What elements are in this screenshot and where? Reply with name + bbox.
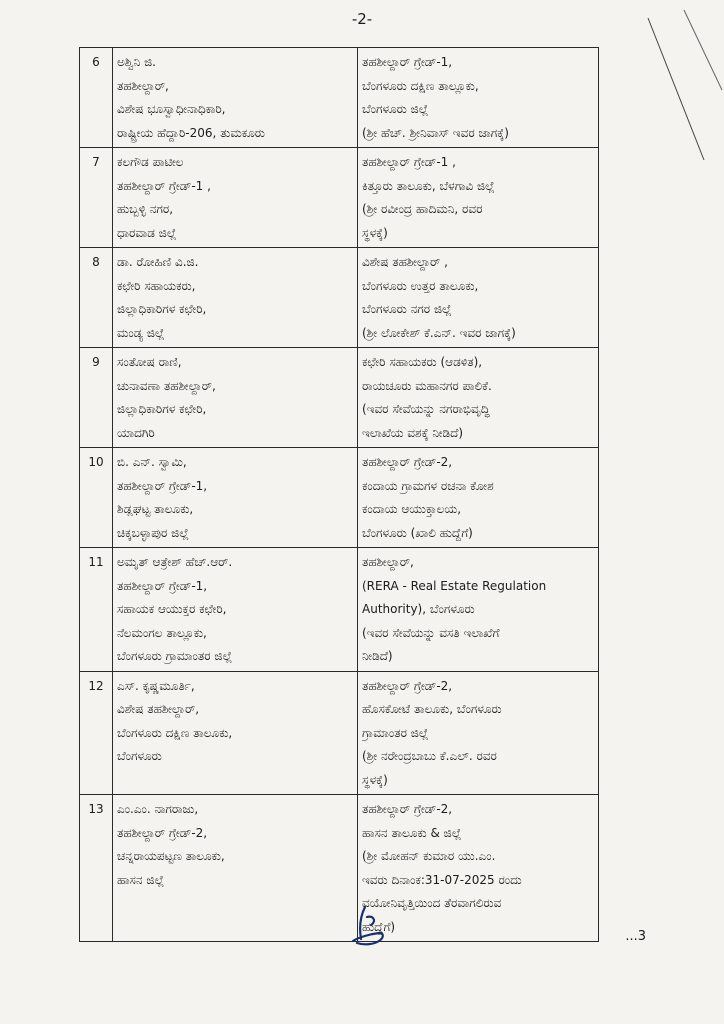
new-posting-line: (ಶ್ರೀ ಮೋಹನ್ ಕುಮಾರ ಯು.ಎಂ. — [362, 849, 496, 863]
current-posting-cell — [113, 348, 358, 448]
current-posting-line: ಕಛೇರಿ ಸಹಾಯಕರು, — [117, 278, 196, 293]
new-posting-line: ಕಂದಾಯ ಗ್ರಾಮಗಳ ರಚನಾ ಕೋಶ — [362, 478, 494, 493]
new-posting-line: ಬೆಂಗಳೂರು ಜಿಲ್ಲೆ — [362, 102, 429, 116]
new-posting-cell — [358, 148, 599, 248]
new-posting-line: ತಹಶೀಲ್ದಾರ್, — [362, 555, 414, 569]
current-posting-line: ತಹಶೀಲ್ದಾರ್ ಗ್ರೇಡ್-1 , — [117, 178, 211, 193]
new-posting-line: ಹಾಸನ ತಾಲೂಕು & ಜಿಲ್ಲೆ — [362, 825, 462, 840]
current-posting-line: ಸಹಾಯಕ ಆಯುಕ್ತರ ಕಛೇರಿ, — [117, 602, 227, 616]
serial-number: 12 — [80, 671, 113, 795]
current-posting-cell — [113, 248, 358, 348]
table-row — [80, 348, 599, 448]
new-posting-line: ತಹಶೀಲ್ದಾರ್ ಗ್ರೇಡ್-1, — [362, 55, 453, 69]
new-posting-line: ಬೆಂಗಳೂರು ಉತ್ತರ ತಾಲೂಕು, — [362, 278, 479, 293]
new-posting-line: ಇವರು ದಿನಾಂಕ:31-07-2025 ರಂದು — [362, 872, 522, 887]
new-posting-line: ಬೆಂಗಳೂರು (ಖಾಲಿ ಹುದ್ದೆಗೆ) — [362, 525, 473, 540]
current-posting-line: ತಹಶೀಲ್ದಾರ್ ಗ್ರೇಡ್-1, — [117, 478, 208, 493]
new-posting-line: ಸ್ಥಳಕ್ಕೆ) — [362, 225, 388, 240]
current-posting-line: ಮಂಡ್ಯ ಜಿಲ್ಲೆ — [117, 325, 165, 340]
current-posting-line: ಶಿಡ್ಲಘಟ್ಟ ತಾಲೂಕು, — [117, 502, 194, 516]
new-posting-line: (ಶ್ರೀ ನರೇಂದ್ರಬಾಬು ಕೆ.ಎಲ್. ರವರ — [362, 749, 497, 763]
table-row — [80, 671, 599, 795]
current-posting-line: ಎಂ.ಎಂ. ನಾಗರಾಜು, — [117, 802, 199, 816]
table-row — [80, 795, 599, 942]
new-posting-line: ವಿಶೇಷ ತಹಶೀಲ್ದಾರ್ , — [362, 255, 448, 269]
current-posting-line: ಚನ್ನರಾಯಪಟ್ಟಣ ತಾಲೂಕು, — [117, 849, 225, 863]
new-posting-line: (ಇವರ ಸೇವೆಯನ್ನು ವಸತಿ ಇಲಾಖೆಗೆ — [362, 625, 500, 640]
current-posting-line: ಅಶ್ವಿನಿ ಜಿ. — [117, 55, 156, 69]
new-posting-line: ತಹಶೀಲ್ದಾರ್ ಗ್ರೇಡ್-2, — [362, 455, 453, 469]
current-posting-line: ಅಮೃತ್ ಆತ್ರೇಶ್ ಹೆಚ್.ಆರ್. — [117, 555, 233, 569]
table-row — [80, 48, 599, 148]
current-posting-cell — [113, 48, 358, 148]
serial-number: 8 — [80, 248, 113, 348]
current-posting-line: ವಿಶೇಷ ತಹಶೀಲ್ದಾರ್, — [117, 702, 200, 716]
new-posting-cell — [358, 248, 599, 348]
current-posting-line: ನೆಲಮಂಗಲ ತಾಲ್ಲೂಕು, — [117, 625, 207, 640]
new-posting-cell — [358, 795, 599, 942]
new-posting-line: Authority), ಬೆಂಗಳೂರು — [362, 602, 475, 616]
current-posting-line: ಹುಬ್ಬಳ್ಳಿ ನಗರ, — [117, 202, 174, 216]
new-posting-line: ತಹಶೀಲ್ದಾರ್ ಗ್ರೇಡ್-2, — [362, 678, 453, 693]
new-posting-line: ನೀಡಿದೆ) — [362, 649, 393, 663]
table-row — [80, 448, 599, 548]
current-posting-cell — [113, 148, 358, 248]
current-posting-line: ಎಸ್. ಕೃಷ್ಣಮೂರ್ತಿ, — [117, 678, 195, 693]
serial-number: 6 — [80, 48, 113, 148]
current-posting-line: ಚುನಾವಣಾ ತಹಶೀಲ್ದಾರ್, — [117, 378, 216, 393]
table-row — [80, 148, 599, 248]
current-posting-line: ಧಾರವಾಡ ಜಿಲ್ಲೆ — [117, 225, 177, 240]
serial-number: 7 — [80, 148, 113, 248]
new-posting-line: ಹುದ್ದೆಗೆ) — [362, 919, 396, 934]
current-posting-line: ಹಾಸನ ಜಿಲ್ಲೆ — [117, 872, 165, 887]
new-posting-cell — [358, 48, 599, 148]
new-posting-cell — [358, 671, 599, 795]
current-posting-line: ಬೆಂಗಳೂರು ದಕ್ಷಿಣ ತಾಲೂಕು, — [117, 725, 233, 740]
new-posting-line: (ಶ್ರೀ ಹೆಚ್. ಶ್ರೀನಿವಾಸ್ ಇವರ ಜಾಗಕ್ಕೆ) — [362, 125, 509, 140]
current-posting-cell — [113, 795, 358, 942]
serial-number: 13 — [80, 795, 113, 942]
current-posting-line: ಚಿಕ್ಕಬಳ್ಳಾಪುರ ಜಿಲ್ಲೆ — [117, 525, 189, 540]
transfer-table — [79, 47, 599, 942]
new-posting-line: ಕಿತ್ತೂರು ತಾಲೂಕು, ಬೆಳಗಾವಿ ಜಿಲ್ಲೆ — [362, 178, 495, 193]
current-posting-line: ಬೆಂಗಳೂರು — [117, 749, 162, 763]
new-posting-line: ಸ್ಥಳಕ್ಕೆ) — [362, 772, 388, 787]
new-posting-line: ರಾಯಚೂರು ಮಹಾನಗರ ಪಾಲಿಕೆ. — [362, 378, 492, 393]
current-posting-cell — [113, 448, 358, 548]
current-posting-line: ಯಾದಗಿರಿ — [117, 425, 155, 440]
serial-number: 11 — [80, 548, 113, 672]
new-posting-cell — [358, 448, 599, 548]
new-posting-line: (ಶ್ರೀ ರವೀಂದ್ರ ಹಾದಿಮನಿ, ರವರ — [362, 202, 483, 216]
page-edge — [644, 0, 724, 200]
current-posting-line: ಜಿಲ್ಲಾಧಿಕಾರಿಗಳ ಕಛೇರಿ, — [117, 302, 207, 316]
current-posting-line: ಬಿ. ಎನ್. ಸ್ವಾಮಿ, — [117, 455, 187, 469]
table-row — [80, 548, 599, 672]
new-posting-line: ಕಂದಾಯ ಆಯುಕ್ತಾಲಯ, — [362, 502, 462, 516]
new-posting-line: ತಹಶೀಲ್ದಾರ್ ಗ್ರೇಡ್-1 , — [362, 155, 456, 169]
new-posting-line: ಗ್ರಾಮಾಂತರ ಜಿಲ್ಲೆ — [362, 725, 429, 740]
new-posting-line: ಬೆಂಗಳೂರು ನಗರ ಜಿಲ್ಲೆ — [362, 302, 452, 316]
new-posting-cell — [358, 548, 599, 672]
current-posting-line: ರಾಷ್ಟ್ರೀಯ ಹೆದ್ದಾರಿ-206, ತುಮಕೂರು — [117, 125, 265, 140]
page-number: -2- — [351, 10, 373, 28]
current-posting-line: ತಹಶೀಲ್ದಾರ್ ಗ್ರೇಡ್-2, — [117, 825, 208, 840]
new-posting-line: ಬೆಂಗಳೂರು ದಕ್ಷಿಣ ತಾಲ್ಲೂಕು, — [362, 78, 479, 93]
new-posting-line: (ಶ್ರೀ ಲೋಕೇಶ್ ಕೆ.ಎನ್. ಇವರ ಜಾಗಕ್ಕೆ) — [362, 325, 516, 340]
new-posting-cell — [358, 348, 599, 448]
new-posting-line: ಕಛೇರಿ ಸಹಾಯಕರು (ಆಡಳಿತ), — [362, 355, 483, 369]
current-posting-line: ಸಂತೋಷ ರಾಣಿ, — [117, 355, 182, 369]
current-posting-cell — [113, 671, 358, 795]
table-body — [80, 48, 599, 942]
new-posting-line: ವಯೋನಿವೃತ್ತಿಯಿಂದ ತೆರವಾಗಲಿರುವ — [362, 896, 502, 910]
new-posting-line: ಇಲಾಖೆಯ ವಶಕ್ಕೆ ನೀಡಿದೆ) — [362, 425, 464, 440]
continuation-marker: ...3 — [625, 929, 646, 944]
signature — [345, 903, 393, 949]
serial-number: 9 — [80, 348, 113, 448]
current-posting-cell — [113, 548, 358, 672]
current-posting-line: ಬೆಂಗಳೂರು ಗ್ರಾಮಾಂತರ ಜಿಲ್ಲೆ — [117, 649, 233, 663]
current-posting-line: ಜಿಲ್ಲಾಧಿಕಾರಿಗಳ ಕಛೇರಿ, — [117, 402, 207, 416]
current-posting-line: ತಹಶೀಲ್ದಾರ್ ಗ್ರೇಡ್-1, — [117, 578, 208, 593]
new-posting-line: (RERA - Real Estate Regulation — [362, 578, 547, 593]
new-posting-line: ಹೊಸಕೋಟೆ ತಾಲೂಕು, ಬೆಂಗಳೂರು — [362, 702, 502, 716]
current-posting-line: ಕಲಗೌಡ ಪಾಟೀಲ — [117, 155, 184, 169]
serial-number: 10 — [80, 448, 113, 548]
current-posting-line: ತಹಶೀಲ್ದಾರ್, — [117, 78, 169, 93]
current-posting-line: ವಿಶೇಷ ಭೂಸ್ವಾಧೀನಾಧಿಕಾರಿ, — [117, 102, 226, 116]
current-posting-line: ಡಾ. ರೋಹಿಣಿ ವಿ.ಜಿ. — [117, 255, 199, 269]
table-row — [80, 248, 599, 348]
new-posting-line: ತಹಶೀಲ್ದಾರ್ ಗ್ರೇಡ್-2, — [362, 802, 453, 816]
new-posting-line: (ಇವರ ಸೇವೆಯನ್ನು ನಗರಾಭಿವೃದ್ಧಿ — [362, 402, 490, 416]
